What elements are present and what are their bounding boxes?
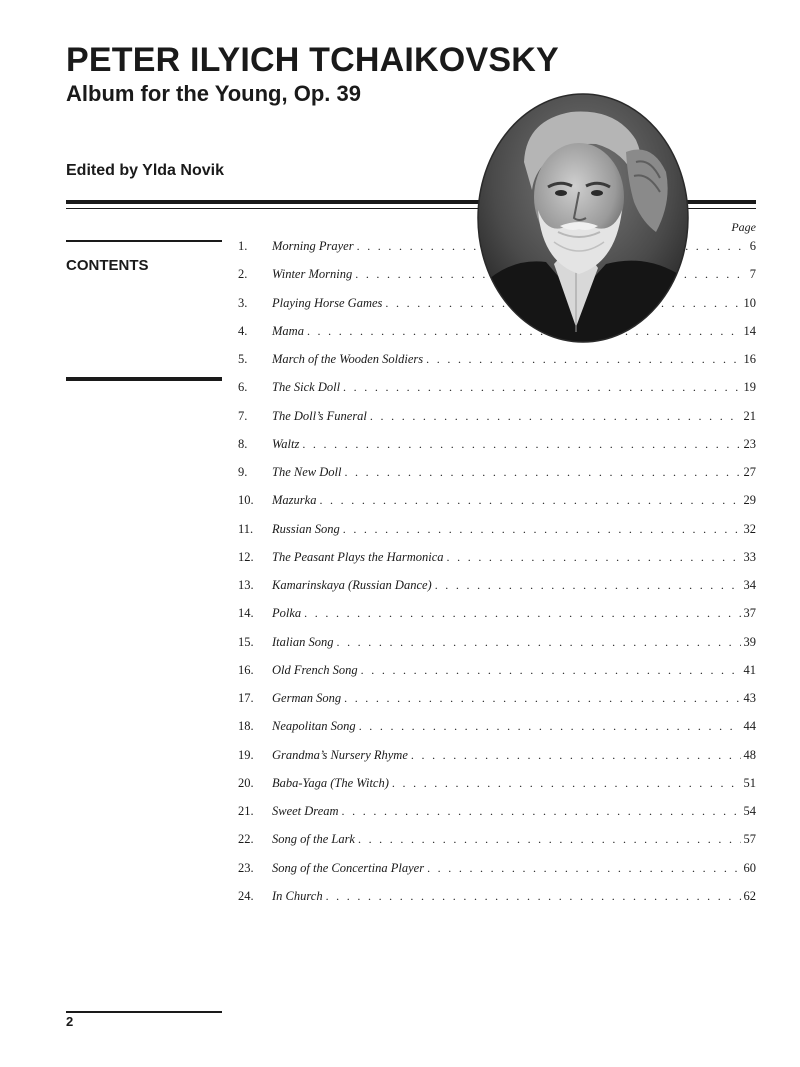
contents-entry	[238, 829, 756, 857]
entry-number: 19.	[238, 747, 254, 762]
page-column-label: Page	[731, 220, 756, 234]
contents-entry	[238, 688, 756, 716]
contents-entry	[238, 377, 756, 405]
entry-title: German Song	[272, 691, 342, 705]
entry-number: 14.	[238, 606, 254, 621]
contents-entry	[238, 519, 756, 547]
contents-entry	[238, 773, 756, 801]
dot-leader	[359, 716, 741, 736]
dot-leader	[435, 575, 741, 595]
dot-leader	[304, 603, 740, 623]
entry-number: 18.	[238, 719, 254, 734]
dot-leader	[344, 462, 740, 482]
contents-entry	[238, 716, 756, 744]
entry-page: 23	[743, 436, 756, 451]
entry-title: The Doll’s Funeral	[272, 408, 367, 423]
entry-title: Sweet Dream	[272, 804, 339, 818]
entry-number: 1.	[238, 239, 248, 253]
composer-name: PETER ILYICH TCHAIKOVSKY	[66, 41, 559, 79]
dot-leader	[343, 377, 740, 397]
footer-rule	[66, 1011, 222, 1013]
entry-page: 14	[743, 323, 756, 338]
entry-page: 41	[743, 662, 756, 677]
entry-number: 23.	[238, 860, 254, 875]
contents-entry	[238, 632, 756, 660]
dot-leader	[342, 801, 741, 821]
entry-title: In Church	[272, 888, 323, 903]
entry-page: 32	[743, 521, 756, 536]
entry-number: 5.	[238, 352, 248, 366]
entry-title: Kamarinskaya (Russian Dance)	[272, 578, 432, 592]
contents-rule-top	[66, 240, 222, 242]
dot-leader	[326, 886, 741, 906]
entry-page: 7	[749, 267, 756, 282]
contents-entry	[238, 801, 756, 829]
entry-title: Old French Song	[272, 662, 358, 677]
dot-leader	[370, 406, 741, 426]
entry-title: Neapolitan Song	[272, 719, 356, 734]
dot-leader	[302, 434, 740, 454]
entry-title: The Peasant Plays the Harmonica	[272, 549, 444, 564]
dot-leader	[358, 829, 741, 849]
dot-leader	[427, 858, 740, 878]
dot-leader	[344, 688, 740, 708]
entry-number: 22.	[238, 832, 254, 847]
dot-leader	[336, 632, 740, 652]
dot-leader	[392, 773, 741, 793]
entry-title: Mazurka	[272, 493, 317, 508]
contents-heading: CONTENTS	[66, 257, 149, 274]
entry-title: Song of the Concertina Player	[272, 860, 425, 875]
entry-page: 6	[749, 239, 756, 253]
entry-number: 6.	[238, 380, 248, 395]
entry-page: 10	[743, 295, 756, 310]
entry-page: 48	[743, 747, 756, 762]
composer-portrait	[476, 92, 690, 344]
entry-title: Playing Horse Games	[272, 295, 383, 310]
entry-page: 37	[743, 606, 756, 621]
entry-number: 15.	[238, 634, 254, 649]
entry-title: Baba-Yaga (The Witch)	[272, 775, 389, 790]
entry-number: 20.	[238, 775, 254, 790]
entry-number: 17.	[238, 691, 254, 705]
dot-leader	[319, 490, 740, 510]
entry-page: 27	[743, 465, 756, 479]
entry-title: The Sick Doll	[272, 380, 341, 395]
entry-title: The New Doll	[272, 465, 342, 479]
contents-entry	[238, 462, 756, 490]
entry-number: 10.	[238, 493, 254, 508]
entry-title: Italian Song	[272, 634, 334, 649]
entry-number: 11.	[238, 521, 254, 536]
contents-rule-bottom	[66, 377, 222, 381]
contents-entry	[238, 490, 756, 518]
entry-page: 33	[743, 549, 756, 564]
page-number: 2	[66, 1014, 74, 1029]
contents-entry	[238, 858, 756, 886]
dot-leader	[411, 745, 741, 765]
entry-number: 8.	[238, 436, 248, 451]
entry-title: Morning Prayer	[272, 239, 354, 253]
entry-page: 43	[743, 691, 756, 705]
dot-leader	[361, 660, 741, 680]
contents-entry	[238, 547, 756, 575]
contents-entry	[238, 886, 756, 914]
entry-title: Song of the Lark	[272, 832, 355, 847]
dot-leader	[426, 349, 740, 369]
entry-page: 34	[743, 578, 756, 592]
entry-page: 16	[743, 352, 756, 366]
contents-entry	[238, 745, 756, 773]
entry-title: Polka	[272, 606, 302, 621]
entry-title: Grandma’s Nursery Rhyme	[272, 747, 408, 762]
contents-entry	[238, 349, 756, 377]
entry-page: 19	[743, 380, 756, 395]
entry-title: Mama	[272, 323, 304, 338]
entry-page: 60	[743, 860, 756, 875]
entry-page: 51	[743, 775, 756, 790]
entry-page: 44	[743, 719, 756, 734]
contents-entry	[238, 660, 756, 688]
contents-entry	[238, 575, 756, 603]
entry-number: 24.	[238, 888, 254, 903]
dot-leader	[447, 547, 741, 567]
dot-leader	[343, 519, 741, 539]
entry-page: 39	[743, 634, 756, 649]
entry-page: 21	[743, 408, 756, 423]
entry-title: March of the Wooden Soldiers	[272, 352, 424, 366]
contents-entry	[238, 434, 756, 462]
contents-entry	[238, 406, 756, 434]
contents-entry	[238, 603, 756, 631]
entry-page: 29	[743, 493, 756, 508]
entry-number: 12.	[238, 549, 254, 564]
entry-number: 13.	[238, 578, 254, 592]
entry-number: 3.	[238, 295, 248, 310]
entry-number: 4.	[238, 323, 248, 338]
entry-title: Waltz	[272, 436, 300, 451]
entry-number: 16.	[238, 662, 254, 677]
entry-page: 57	[743, 832, 756, 847]
entry-number: 7.	[238, 408, 248, 423]
entry-page: 62	[743, 888, 756, 903]
entry-title: Winter Morning	[272, 267, 353, 282]
work-title: Album for the Young, Op. 39	[66, 81, 361, 106]
entry-number: 21.	[238, 804, 254, 818]
entry-number: 9.	[238, 465, 248, 479]
entry-number: 2.	[238, 267, 248, 282]
entry-page: 54	[743, 804, 756, 818]
editor-credit: Edited by Ylda Novik	[66, 162, 224, 179]
entry-title: Russian Song	[272, 521, 340, 536]
